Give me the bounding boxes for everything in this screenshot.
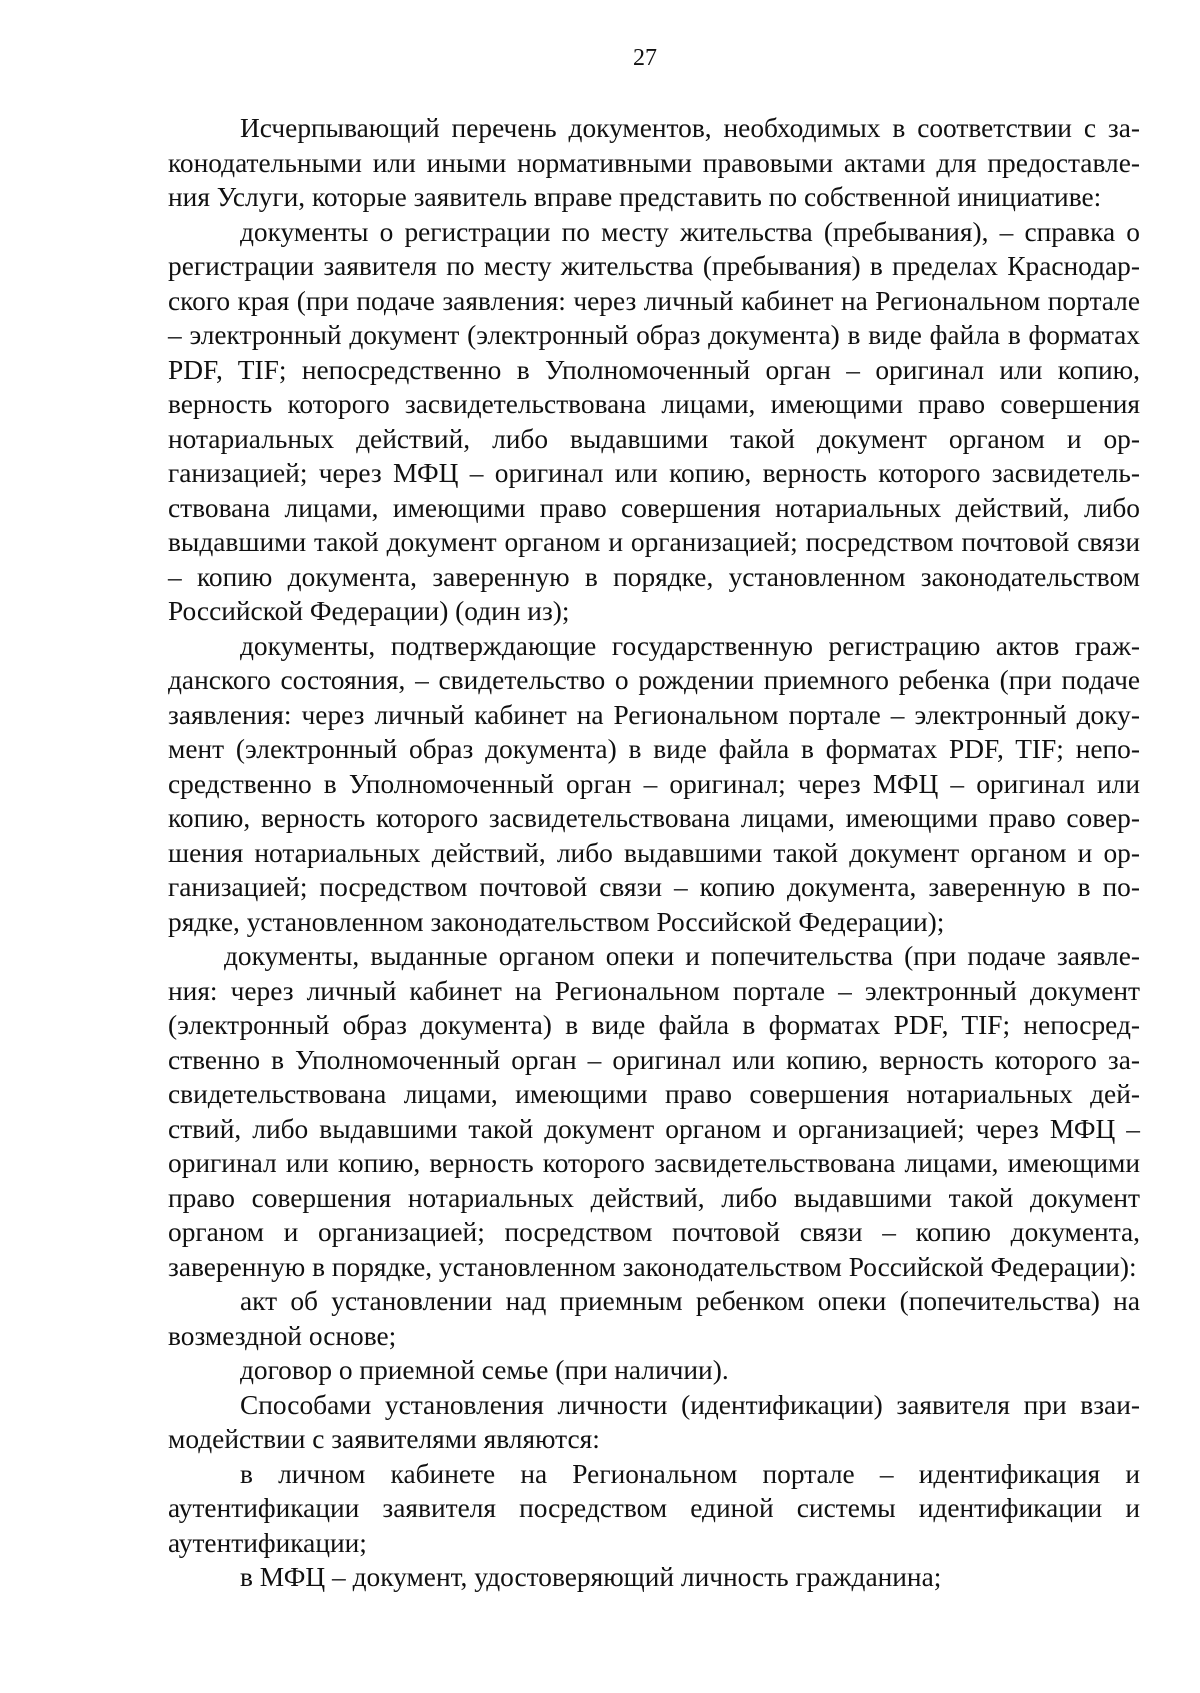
paragraph-identification-methods: Способами установления личности (идентификации) заявителя при взаимодействии с заявителями являются: [168, 1389, 1140, 1454]
paragraph-registration-documents: документы о регистрации по месту жительства (пребывания), – справка о регистрации заявителя по месту жительства (пребывания) в пределах Краснодарского края (при подаче заявления: через личный кабинет на Региональном портале – электронный документ (электронный образ документа) в виде файла в форматах PDF, TIF; непосредственно в Уполномоченный орган – оригинал или копию, верность которого засвидетельствована лицами, имеющими право совершения нотариальных действий, либо выдавшими такой документ органом и организацией; через МФЦ – оригинал или копию, верность которого засвидетельствована лицами, имеющими право совершения нотариальных действий, либо выдавшими такой документ органом и организацией; посредством почтовой связи – копию документа, заверенную в порядке, установленном законодательством Российской Федерации) (один из); [168, 216, 1140, 626]
paragraph-civil-status-documents: документы, подтверждающие государственную регистрацию актов гражданского состояния, – свидетельство о рождении приемного ребенка (при подаче заявления: через личный кабинет на Региональном портале – электронный документ (электронный образ документа) в виде файла в форматах PDF, TIF; непосредственно в Уполномоченный орган – оригинал; через МФЦ – оригинал или копию, верность которого засвидетельствована лицами, имеющими право совершения нотариальных действий, либо выдавшими такой документ органом и организацией; посредством почтовой связи – копию документа, заверенную в порядке, установленном законодательством Российской Федерации); [168, 630, 1140, 937]
page-number: 27 [633, 45, 657, 71]
paragraph-identification-portal: в личном кабинете на Региональном портале – идентификация и аутентификации заявителя посредством единой системы идентификации и аутентификации; [168, 1458, 1140, 1558]
paragraph-foster-family-contract: договор о приемной семье (при наличии). [240, 1355, 729, 1385]
paragraph-exhaustive-list-intro: Исчерпывающий перечень документов, необходимых в соответствии с законодательными или иными нормативными правовыми актами для предоставления Услуги, которые заявитель вправе представить по собственной инициативе: [168, 113, 1140, 212]
document-body [168, 111, 1140, 1595]
paragraph-guardianship-documents: документы, выданные органом опеки и попечительства (при подаче заявления: через личный кабинет на Региональном портале – электронный документ (электронный образ документа) в виде файла в форматах PDF, TIF; непосредственно в Уполномоченный орган – оригинал или копию, верность которого засвидетельствована лицами, имеющими право совершения нотариальных действий, либо выдавшими такой документ органом и организацией; через МФЦ – оригинал или копию, верность которого засвидетельствована лицами, имеющими право совершения нотариальных действий, либо выдавшими такой документ органом и организацией; посредством почтовой связи – копию документа, заверенную в порядке, установленном законодательством Российской Федерации): [168, 941, 1140, 1282]
paragraph-guardianship-act: акт об установлении над приемным ребенком опеки (попечительства) на возмездной основе; [168, 1286, 1140, 1351]
paragraph-identification-mfc: в МФЦ – документ, удостоверяющий личность гражданина; [240, 1562, 942, 1592]
